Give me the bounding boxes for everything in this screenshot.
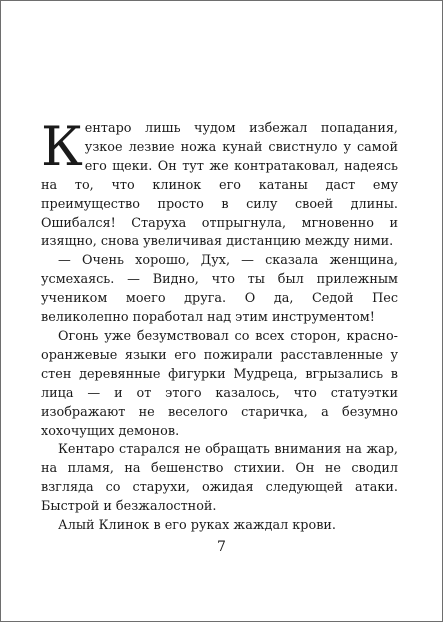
paragraph-2: — Очень хорошо, Дух, — сказала женщина, усмехаясь. — Видно, что ты был прилежным учеником моего друга. О да, Седой Пес великолепно поработал над этим инструментом!: [41, 253, 398, 326]
paragraph-1-text: ентаро лишь чудом избежал попадания, узкое лезвие ножа кунай свистнуло у самой его щеки. Он тут же контратаковал, надеясь на то, что клинок его катаны даст ему преимущество просто в силу своей длины. Ошибался! Старуха отпрыгнула, мгновенно и изящно, снова увеличивая дистанцию между ними.: [41, 121, 398, 250]
paragraph-4: Кентаро старался не обращать внимания на жар, на пламя, на бешенство стихии. Он не сводил взгляда со старухи, ожидая следующей атаки. Быстрой и безжалостной.: [41, 442, 398, 515]
page-number: 7: [217, 539, 226, 555]
paragraph-1: [41, 115, 398, 252]
paragraph-3: Огонь уже безумствовал со всех сторон, красно-оранжевые языки его пожирали расставленные у стен деревянные фигурки Мудреца, вгрызались в лица — и от этого казалось, что статуэтки изображают не веселого старичка, а безумно хохочущих демонов.: [41, 328, 398, 439]
drop-cap: К: [41, 115, 83, 178]
body-text: [41, 115, 398, 536]
paragraph-5: Алый Клинок в его руках жаждал крови.: [58, 518, 336, 534]
